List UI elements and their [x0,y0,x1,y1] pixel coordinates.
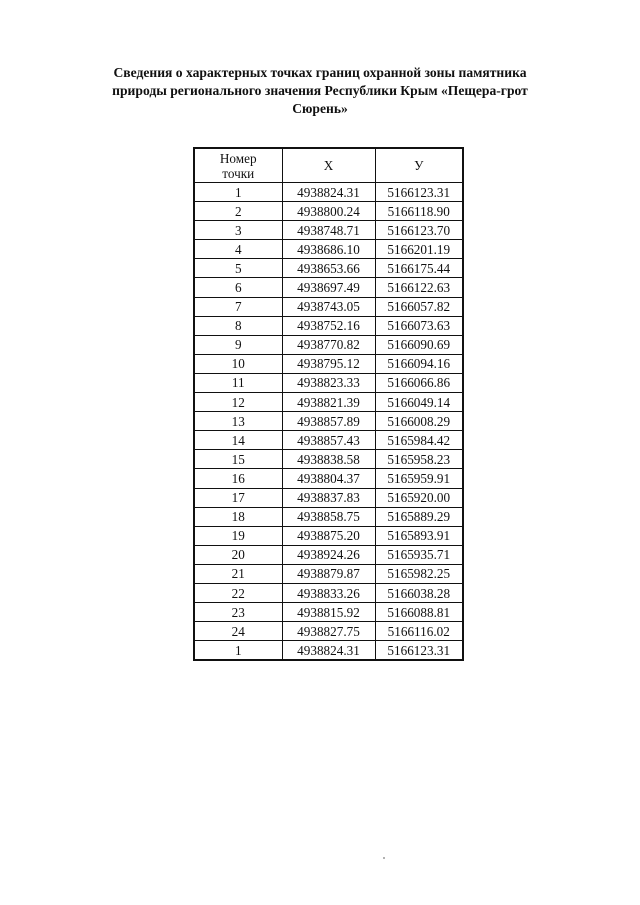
table-row [194,564,463,583]
cell-point-number: 22 [194,583,282,602]
table-row [194,373,463,392]
header-point-number-line1: Номер [219,150,257,166]
header-point-number [194,148,282,183]
cell-y: 5166123.31 [375,183,463,202]
table-row [194,354,463,373]
cell-x: 4938827.75 [282,622,375,641]
cell-y: 5166201.19 [375,240,463,259]
cell-y: 5166057.82 [375,297,463,316]
cell-point-number: 21 [194,564,282,583]
cell-point-number: 10 [194,354,282,373]
cell-x: 4938821.39 [282,393,375,412]
cell-y: 5166066.86 [375,373,463,392]
cell-y: 5166038.28 [375,583,463,602]
cell-point-number: 8 [194,316,282,335]
cell-y: 5165920.00 [375,488,463,507]
table-row [194,507,463,526]
cell-point-number: 6 [194,278,282,297]
cell-x: 4938924.26 [282,545,375,564]
table-row [194,221,463,240]
cell-y: 5165935.71 [375,545,463,564]
scan-mark [383,857,385,859]
cell-y: 5165889.29 [375,507,463,526]
cell-point-number: 5 [194,259,282,278]
cell-point-number: 19 [194,526,282,545]
cell-x: 4938823.33 [282,373,375,392]
cell-y: 5166122.63 [375,278,463,297]
cell-point-number: 20 [194,545,282,564]
cell-x: 4938752.16 [282,316,375,335]
table-row [194,412,463,431]
cell-point-number: 16 [194,469,282,488]
cell-x: 4938824.31 [282,641,375,661]
cell-point-number: 24 [194,622,282,641]
table-row [194,316,463,335]
cell-y: 5166094.16 [375,354,463,373]
cell-point-number: 15 [194,450,282,469]
header-point-number-line2: точки [222,165,255,181]
cell-point-number: 14 [194,431,282,450]
cell-x: 4938795.12 [282,354,375,373]
cell-point-number: 18 [194,507,282,526]
cell-y: 5166073.63 [375,316,463,335]
table-row [194,297,463,316]
document-title [70,64,570,118]
cell-y: 5166116.02 [375,622,463,641]
table-row [194,259,463,278]
cell-point-number: 9 [194,335,282,354]
table-row [194,603,463,622]
cell-x: 4938770.82 [282,335,375,354]
cell-x: 4938748.71 [282,221,375,240]
coordinates-table [193,147,464,661]
table-row [194,431,463,450]
header-y: У [375,148,463,183]
cell-point-number: 4 [194,240,282,259]
table-row [194,278,463,297]
title-line-2: природы регионального значения Республики Крым «Пещера-грот [112,83,528,98]
cell-y: 5166175.44 [375,259,463,278]
table-row [194,622,463,641]
cell-point-number: 13 [194,412,282,431]
cell-x: 4938653.66 [282,259,375,278]
cell-x: 4938815.92 [282,603,375,622]
cell-x: 4938800.24 [282,202,375,221]
cell-y: 5166118.90 [375,202,463,221]
table-row [194,488,463,507]
cell-point-number: 12 [194,393,282,412]
cell-x: 4938857.89 [282,412,375,431]
cell-x: 4938838.58 [282,450,375,469]
table-header-row [194,148,463,183]
table-row [194,335,463,354]
cell-y: 5166008.29 [375,412,463,431]
cell-point-number: 1 [194,183,282,202]
cell-y: 5166049.14 [375,393,463,412]
table-row [194,469,463,488]
cell-point-number: 2 [194,202,282,221]
cell-point-number: 11 [194,373,282,392]
title-line-1: Сведения о характерных точках границ охранной зоны памятника [113,65,527,80]
cell-y: 5165982.25 [375,564,463,583]
cell-point-number: 1 [194,641,282,661]
table-row [194,641,463,661]
table-row [194,183,463,202]
cell-y: 5166123.70 [375,221,463,240]
table-body [194,183,463,661]
cell-y: 5166123.31 [375,641,463,661]
cell-point-number: 3 [194,221,282,240]
cell-point-number: 7 [194,297,282,316]
cell-x: 4938697.49 [282,278,375,297]
table-row [194,393,463,412]
cell-x: 4938824.31 [282,183,375,202]
cell-x: 4938879.87 [282,564,375,583]
cell-point-number: 17 [194,488,282,507]
cell-y: 5166090.69 [375,335,463,354]
header-x: X [282,148,375,183]
cell-x: 4938875.20 [282,526,375,545]
cell-x: 4938804.37 [282,469,375,488]
cell-point-number: 23 [194,603,282,622]
cell-x: 4938833.26 [282,583,375,602]
table-row [194,240,463,259]
cell-y: 5165958.23 [375,450,463,469]
table-row [194,583,463,602]
cell-x: 4938857.43 [282,431,375,450]
cell-x: 4938837.83 [282,488,375,507]
cell-y: 5165984.42 [375,431,463,450]
cell-x: 4938743.05 [282,297,375,316]
table-row [194,545,463,564]
table-row [194,202,463,221]
cell-y: 5165893.91 [375,526,463,545]
cell-x: 4938686.10 [282,240,375,259]
cell-x: 4938858.75 [282,507,375,526]
table-row [194,526,463,545]
title-line-3: Сюрень» [292,101,348,116]
cell-y: 5165959.91 [375,469,463,488]
cell-y: 5166088.81 [375,603,463,622]
table-row [194,450,463,469]
